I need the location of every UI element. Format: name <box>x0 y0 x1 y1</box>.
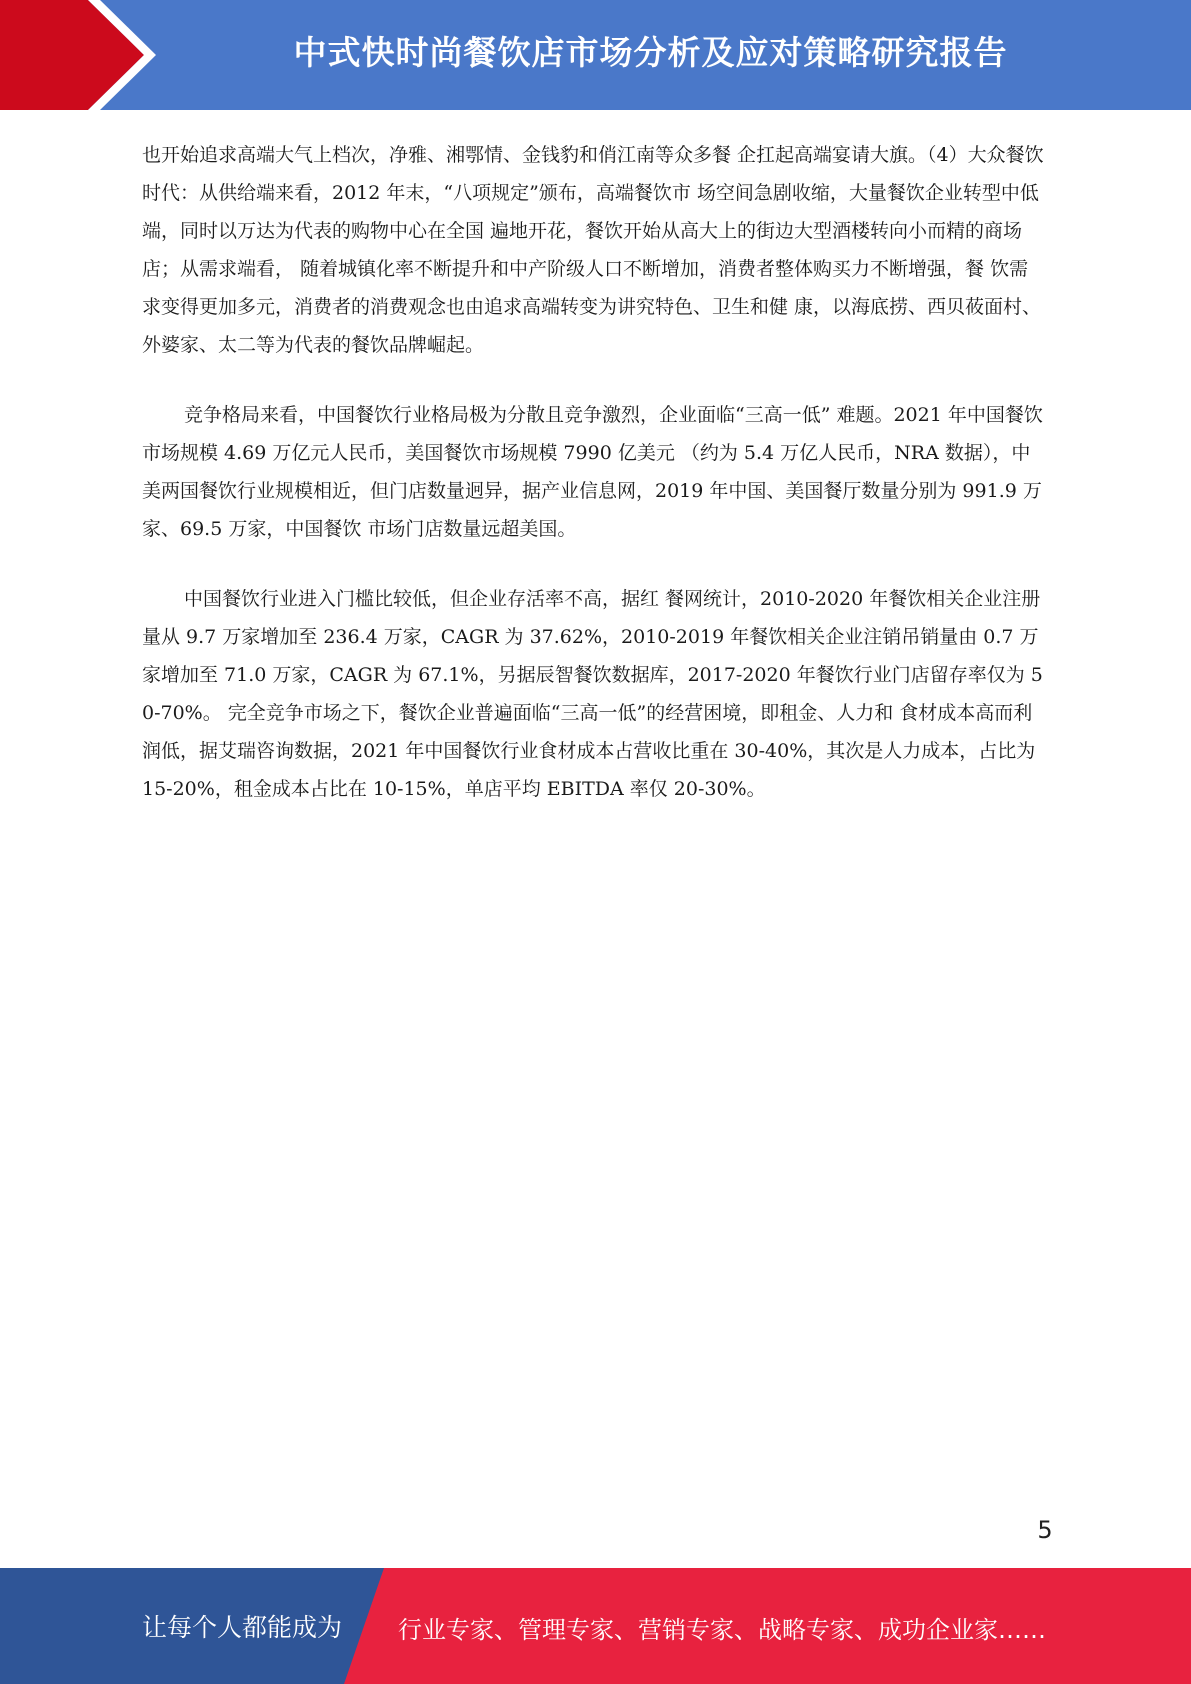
paragraph-survival: 中国餐饮行业进入门槛比较低，但企业存活率不高，据红 餐网统计，2010-2020 年餐饮相关企业注册量从 9.7 万家增加至 236.4 万家，CAGR 为 37.62%，2010-2019 年餐饮相关企业注销吊销量由 0.7 万家增加至 71.0 万家，CAGR 为 67.1%，另据辰智餐饮数据库，2017-2020 年餐饮行业门店留存率仅为 50-70%。 完全竞争市场之下，餐饮企业普遍面临“三高一低”的经营困境，即租金、人力和 食材成本高而利润低，据艾瑞咨询数据，2021 年中国餐饮行业食材成本占营收比重在 30-40%，其次是人力成本，占比为 15-20%，租金成本占比在 10-15%，单店平均 EBITDA 率仅 20-30%。 <box>142 588 1043 800</box>
body-text <box>142 136 1047 808</box>
page-number: 5 <box>1037 1516 1053 1544</box>
footer-slogan-left: 让每个人都能成为 <box>142 1613 343 1642</box>
paragraph-history: 也开始追求高端大气上档次，净雅、湘鄂情、金钱豹和俏江南等众多餐 企扛起高端宴请大旗。（4）大众餐饮时代：从供给端来看，2012 年末，“八项规定”颁布，高端餐饮市 场空间急剧收缩，大量餐饮企业转型中低端，同时以万达为代表的购物中心在全国 遍地开花，餐饮开始从高大上的街边大型酒楼转向小而精的商场店；从需求端看， 随着城镇化率不断提升和中产阶级人口不断增加，消费者整体购买力不断增强，餐 饮需求变得更加多元，消费者的消费观念也由追求高端转变为讲究特色、卫生和健 康，以海底捞、西贝莜面村、外婆家、太二等为代表的餐饮品牌崛起。 <box>142 144 1044 356</box>
footer-slogan-right: 行业专家、管理专家、营销专家、战略专家、成功企业家…… <box>398 1616 1046 1644</box>
header-arrow-decoration <box>0 0 170 110</box>
report-title: 中式快时尚餐饮店市场分析及应对策略研究报告 <box>293 33 1008 72</box>
page-footer <box>0 1568 1191 1684</box>
paragraph-competition: 竞争格局来看，中国餐饮行业格局极为分散且竞争激烈，企业面临“三高一低” 难题。2021 年中国餐饮市场规模 4.69 万亿元人民币，美国餐饮市场规模 7990 亿美元 （约为 5.4 万亿人民币，NRA 数据），中美两国餐饮行业规模相近，但门店数量迥异，据产业信息网，2019 年中国、美国餐厅数量分别为 991.9 万家、69.5 万家，中国餐饮 市场门店数量远超美国。 <box>142 404 1043 540</box>
page-header <box>0 0 1191 110</box>
